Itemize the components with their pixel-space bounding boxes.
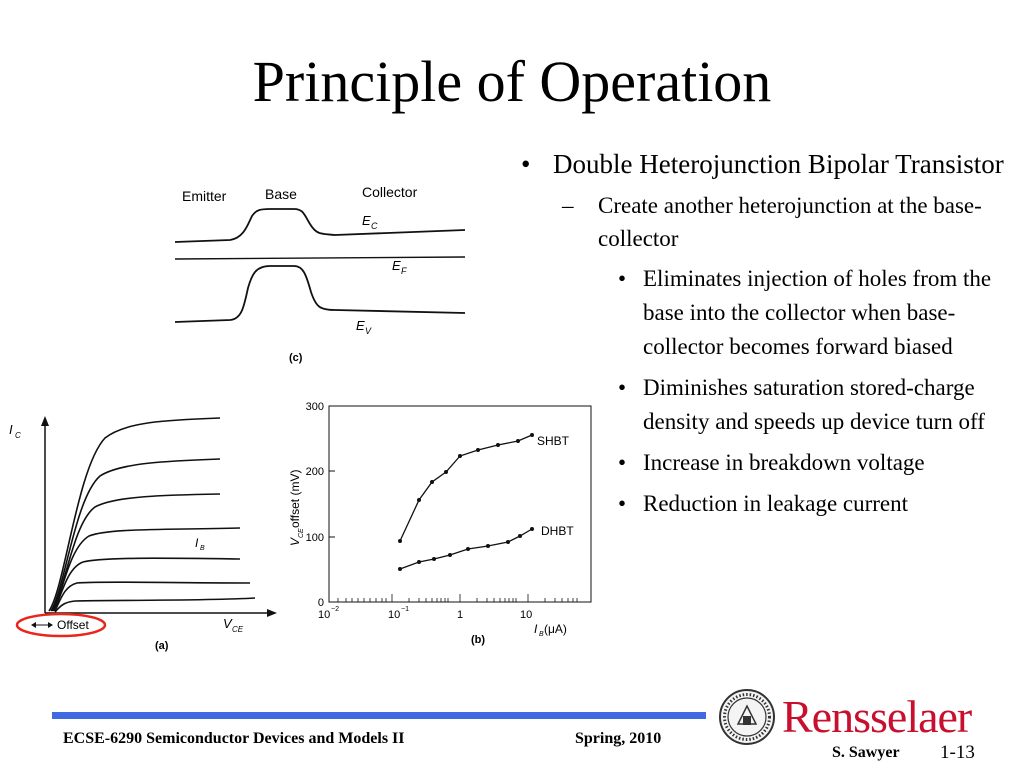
dhbt-label: DHBT bbox=[541, 524, 574, 538]
conduction-band-curve bbox=[175, 209, 465, 242]
bullet-level3-injection: • Eliminates injection of holes from the base into the collector when base-collector becomes forward biased bbox=[515, 262, 1015, 364]
bullet-level2: – Create another heterojunction at the base-collector bbox=[515, 189, 1015, 255]
offset-vs-ib-figure bbox=[288, 398, 600, 648]
collector-label: Collector bbox=[362, 184, 418, 200]
ec-subscript: C bbox=[371, 221, 378, 231]
ib-curve-subscript: B bbox=[200, 545, 205, 552]
footer-divider-bar bbox=[52, 712, 706, 719]
x-tick-1: 1 bbox=[457, 609, 464, 621]
y-axis-label-rest: offset (mV) bbox=[288, 469, 302, 528]
ef-subscript: F bbox=[401, 266, 407, 276]
iv-characteristics-figure bbox=[5, 408, 280, 658]
ib-curve-label: I bbox=[195, 536, 199, 550]
bullet-level1: • Double Heterojunction Bipolar Transistor bbox=[515, 148, 1015, 181]
offset-arrowhead-right bbox=[48, 622, 53, 628]
fermi-level-line bbox=[175, 257, 465, 259]
y-tick-300: 300 bbox=[305, 401, 324, 413]
ic-axis-subscript: C bbox=[15, 431, 21, 440]
bullet-level3-leakage: • Reduction in leakage current bbox=[515, 487, 1015, 521]
vce-axis-arrow bbox=[267, 609, 277, 617]
y-axis-label-sub: CE bbox=[298, 528, 305, 538]
valence-band-curve bbox=[175, 266, 465, 322]
shbt-curve bbox=[400, 435, 532, 541]
ec-label: E bbox=[362, 213, 371, 228]
y-tick-200: 200 bbox=[305, 466, 324, 478]
base-label: Base bbox=[265, 186, 297, 202]
iv-curve-2 bbox=[51, 459, 220, 611]
ef-label: E bbox=[392, 258, 401, 273]
iv-curve-6 bbox=[55, 582, 250, 611]
x-axis-label-i: I bbox=[534, 622, 538, 636]
bullet-level3-stored-charge: • Diminishes saturation stored-charge density and speeds up device turn off bbox=[515, 371, 1015, 439]
x-tick-1e-2-exp: −2 bbox=[331, 606, 339, 613]
ic-axis-label: I bbox=[9, 422, 13, 437]
x-tick-10: 10 bbox=[520, 609, 533, 621]
band-diagram-figure bbox=[170, 180, 470, 370]
x-tick-1e-1: 10 bbox=[388, 609, 401, 621]
figure-b-caption: (b) bbox=[471, 634, 486, 646]
ev-label: E bbox=[356, 318, 365, 333]
footer-page-number: 1-13 bbox=[940, 742, 975, 763]
bullet-level3-breakdown: • Increase in breakdown voltage bbox=[515, 446, 1015, 480]
iv-curve-4 bbox=[53, 528, 240, 611]
shbt-points bbox=[398, 433, 534, 543]
y-tick-100: 100 bbox=[305, 532, 324, 544]
x-axis-label-sub: B bbox=[539, 631, 544, 638]
footer-author: S. Sawyer bbox=[832, 744, 900, 761]
rensselaer-wordmark: Rensselaer bbox=[782, 691, 972, 742]
rpi-seal-icon bbox=[718, 688, 776, 746]
footer-term: Spring, 2010 bbox=[575, 730, 662, 747]
y-tick-0: 0 bbox=[317, 597, 324, 609]
emitter-label: Emitter bbox=[182, 188, 227, 204]
slide-title: Principle of Operation bbox=[252, 49, 772, 114]
offset-arrowhead-left bbox=[31, 622, 36, 628]
iv-curve-7 bbox=[55, 598, 255, 612]
x-tick-1e-1-exp: −1 bbox=[401, 606, 409, 613]
shbt-label: SHBT bbox=[537, 434, 570, 448]
x-tick-1e-2: 10 bbox=[318, 609, 331, 621]
x-minor-ticks bbox=[338, 594, 577, 602]
iv-curve-5 bbox=[54, 558, 240, 611]
x-axis-label-rest: (μA) bbox=[544, 622, 567, 636]
ic-axis-arrow bbox=[41, 416, 49, 426]
vce-axis-label: V bbox=[223, 616, 232, 631]
y-axis-label-v: V bbox=[288, 537, 302, 546]
ev-subscript: V bbox=[365, 326, 372, 336]
offset-label: Offset bbox=[57, 618, 89, 632]
figure-a-caption: (a) bbox=[155, 640, 169, 652]
vce-axis-subscript: CE bbox=[232, 625, 244, 634]
footer-course-title: ECSE-6290 Semiconductor Devices and Models II bbox=[63, 730, 405, 747]
figure-c-caption: (c) bbox=[289, 352, 303, 364]
dhbt-points bbox=[398, 527, 534, 571]
iv-curve-3 bbox=[52, 494, 220, 611]
